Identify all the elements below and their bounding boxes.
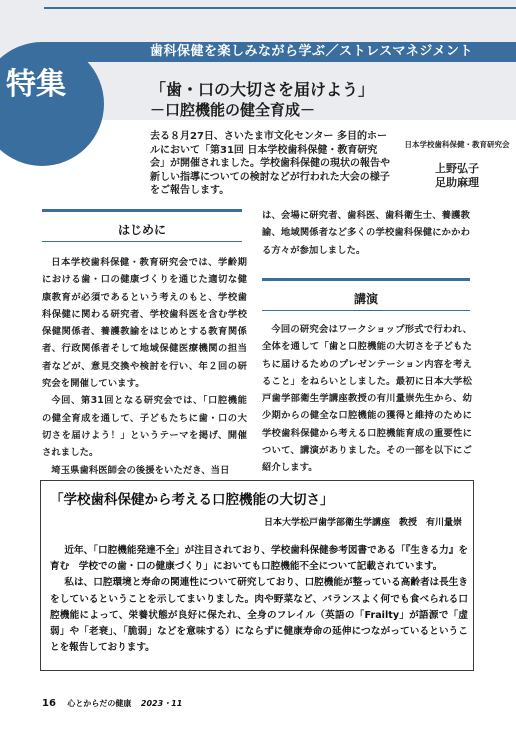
article-title: 「歯・口の大切さを届けよう」 [150,80,375,99]
paragraph: 日本学校歯科保健・教育研究会では、学齢期における歯・口の健康づくりを通じた適切な健康教育が必須であるという考えのもと、学校歯科保健に関わる研究者、学校歯科医を含む学校保健関係者、養護教諭をはじめとする教育関係者、行政関係者そして地域保健医療機関の担当者などが、意見交換や検討を行い、年２回の研究会を開催しています。 [42,257,247,390]
lecture-body [262,321,472,477]
paragraph: 埼玉県歯科医師会の後援をいただき、当日 [51,464,230,476]
section-title-intro: はじめに [117,223,166,237]
section-rule [42,241,242,242]
issue-date: 2023・11 [140,699,183,708]
paragraph: 今回、第31回となる研究会では、「口腔機能の健全育成を通して、子どもたちに歯・口の大切さを届けよう！」というテーマを掲げ、開催されました。 [42,395,247,459]
section-rule [262,278,470,281]
lead-paragraph: 去る８月27日、さいたま市文化センター 多目的ホールにおいて「第31回 日本学校歯科保健・教育研究会」が開催されました。学校歯科保健の現状の報告や新しい指導についての検討などが行われた大会の様子をご報告します。 [150,131,390,196]
intro-continued: は、会場に研究者、歯科医、歯科衛生士、養護教諭、地域関係者など多くの学校歯科保健にかかわる方々が参加しました。 [262,210,470,256]
section-rule [42,209,242,212]
paragraph: 今回の研究会はワークショップ形式で行われ、全体を通して「歯と口腔機能の大切さを子どもたちに届けるためのプレゼンテーション内容を考えること」をねらいとしました。最初に日本大学松戸歯学部衛生学講座教授の有川量崇先生から、幼少期からの健全な口腔機能の獲得と維持のために学校歯科保健から考える口腔機能育成の重要性について、講演がありました。その一部を以下にご紹介します。 [262,324,472,474]
paragraph: 近年、「口腔機能発達不全」が注目されており、学校歯科保健参考図書である「『生きる力』を育む 学校での歯・口の健康づくり」においても口腔機能不全について記載されています。 [50,545,468,573]
author-names [398,162,516,190]
author-affiliation: 日本学校歯科保健・教育研究会 [404,140,510,149]
excerpt-title: 「学校歯科保健から考える口腔機能の大切さ」 [50,492,334,508]
section-rule [262,310,470,311]
excerpt-author: 日本大学松戸歯学部衛生学講座 教授 有川量崇 [263,518,462,528]
section-title-lecture: 講演 [353,292,378,306]
category-label: 歯科保健を楽しみながら学ぶ／ストレスマネジメント [150,44,473,59]
feature-badge-label: 特集 [6,67,66,102]
author-name: 足助麻理 [435,176,479,189]
excerpt-body [50,543,468,656]
intro-body [42,254,247,479]
author-name: 上野弘子 [435,162,479,175]
page-number: 16 [42,698,56,709]
page-footer [42,698,182,709]
paragraph: 私は、口腔環境と寿命の関連性について研究しており、口腔機能が整っている高齢者は長生きをしているということを示してまいりました。肉や野菜など、バランスよく何でも食べられる口腔機能によって、栄養状態が良好に保たれ、全身のフレイル（英語の「Frailty」が語源で「虚弱」や「老衰」、「脆弱」などを意味する）にならずに健康寿命の延伸につながっているということを報告しております。 [50,577,468,654]
article-subtitle: －口腔機能の健全育成－ [150,101,316,119]
magazine-name: 心とからだの健康 [67,699,132,708]
header-rule [44,7,516,9]
